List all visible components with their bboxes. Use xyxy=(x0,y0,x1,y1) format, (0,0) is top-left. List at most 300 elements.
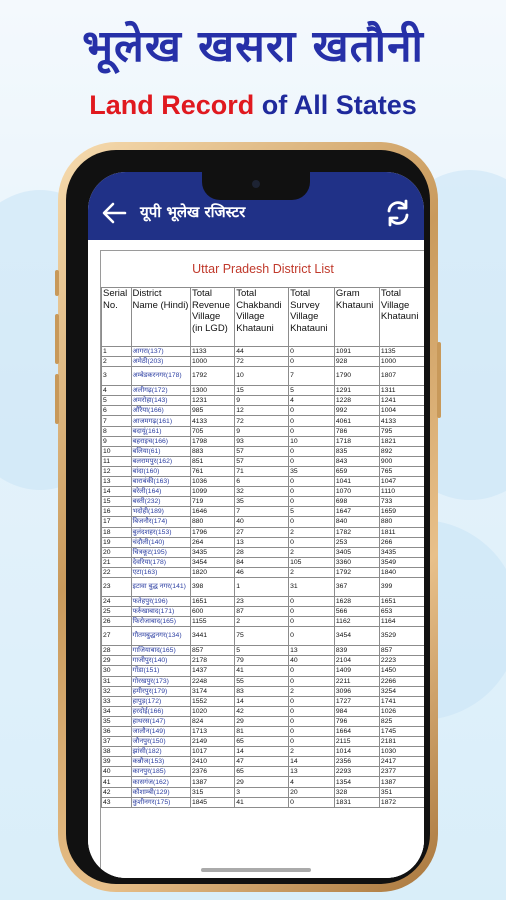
table-cell: 0 xyxy=(289,537,335,547)
table-cell: 65 xyxy=(235,767,289,777)
table-row[interactable] xyxy=(102,797,425,807)
district-name-cell[interactable]: देवरिया(178) xyxy=(131,557,190,567)
table-row[interactable] xyxy=(102,596,425,606)
table-cell: 23 xyxy=(102,577,132,596)
table-cell: 1311 xyxy=(379,386,424,396)
table-row[interactable] xyxy=(102,357,425,367)
table-cell: 1450 xyxy=(379,666,424,676)
table-cell: 840 xyxy=(334,517,379,527)
table-row[interactable] xyxy=(102,737,425,747)
table-cell: 0 xyxy=(289,696,335,706)
district-name-cell[interactable]: कुशीनगर(175) xyxy=(131,797,190,807)
table-cell: 41 xyxy=(102,777,132,787)
table-cell: 1110 xyxy=(379,487,424,497)
table-cell: 17 xyxy=(102,517,132,527)
table-cell: 843 xyxy=(334,456,379,466)
table-cell: 2 xyxy=(289,527,335,537)
table-cell: 2 xyxy=(289,747,335,757)
table-cell: 79 xyxy=(235,656,289,666)
table-cell: 1 xyxy=(235,577,289,596)
table-row[interactable] xyxy=(102,416,425,426)
table-cell: 600 xyxy=(190,607,234,617)
table-cell: 1796 xyxy=(190,527,234,537)
table-cell: 2248 xyxy=(190,676,234,686)
table-cell: 5 xyxy=(102,396,132,406)
table-cell: 42 xyxy=(102,787,132,797)
table-cell: 87 xyxy=(235,607,289,617)
table-cell: 34 xyxy=(102,706,132,716)
content-area[interactable] xyxy=(88,240,424,878)
district-name-cell[interactable]: बुलंदशहर(153) xyxy=(131,527,190,537)
table-cell: 719 xyxy=(190,497,234,507)
table-row[interactable] xyxy=(102,787,425,797)
table-cell: 20 xyxy=(102,547,132,557)
table-cell: 883 xyxy=(190,446,234,456)
table-cell: 0 xyxy=(289,477,335,487)
table-cell: 18 xyxy=(102,527,132,537)
table-cell: 984 xyxy=(334,706,379,716)
table-cell: 0 xyxy=(289,487,335,497)
table-cell: 1745 xyxy=(379,727,424,737)
table-row[interactable] xyxy=(102,527,425,537)
district-name-cell[interactable]: गौतमबुद्धनगर(134) xyxy=(131,627,190,646)
table-cell: 43 xyxy=(102,797,132,807)
table-cell: 7 xyxy=(102,416,132,426)
table-cell: 1291 xyxy=(334,386,379,396)
table-cell: 796 xyxy=(334,716,379,726)
table-cell: 57 xyxy=(235,446,289,456)
table-cell: 21 xyxy=(102,557,132,567)
table-cell: 824 xyxy=(190,716,234,726)
table-cell: 72 xyxy=(235,357,289,367)
promo-headline: भूलेख खसरा खतौनी xyxy=(82,21,424,72)
table-cell: 1387 xyxy=(379,777,424,787)
table-cell: 3435 xyxy=(379,547,424,557)
table-cell: 1651 xyxy=(190,596,234,606)
table-cell: 72 xyxy=(235,416,289,426)
phone-frame xyxy=(58,142,438,892)
table-row[interactable] xyxy=(102,747,425,757)
table-cell: 1228 xyxy=(334,396,379,406)
table-cell: 1 xyxy=(102,347,132,357)
col-header-survey: Total Survey Village Khatauni xyxy=(289,288,335,347)
table-row[interactable] xyxy=(102,396,425,406)
district-name-cell[interactable]: जौनपुर(150) xyxy=(131,737,190,747)
table-cell: 839 xyxy=(334,646,379,656)
table-row[interactable] xyxy=(102,777,425,787)
table-cell: 0 xyxy=(289,497,335,507)
table-row[interactable] xyxy=(102,466,425,476)
table-cell: 2266 xyxy=(379,676,424,686)
district-name-cell[interactable]: जालौन(149) xyxy=(131,727,190,737)
table-cell: 2 xyxy=(235,617,289,627)
table-cell: 27 xyxy=(102,627,132,646)
table-row[interactable] xyxy=(102,456,425,466)
district-name-cell[interactable]: फिरोजाबाद(165) xyxy=(131,617,190,627)
table-cell: 84 xyxy=(235,557,289,567)
table-cell: 851 xyxy=(190,456,234,466)
table-cell: 29 xyxy=(102,656,132,666)
table-cell: 0 xyxy=(289,797,335,807)
table-row[interactable] xyxy=(102,666,425,676)
table-header-row xyxy=(102,288,425,347)
table-cell: 3254 xyxy=(379,686,424,696)
district-name-cell[interactable]: फर्रुखाबाद(171) xyxy=(131,607,190,617)
table-cell: 1807 xyxy=(379,367,424,386)
table-cell: 367 xyxy=(334,577,379,596)
table-row[interactable] xyxy=(102,406,425,416)
table-cell: 765 xyxy=(379,466,424,476)
table-cell: 0 xyxy=(289,357,335,367)
table-row[interactable] xyxy=(102,386,425,396)
district-name-cell[interactable]: बस्ती(232) xyxy=(131,497,190,507)
table-cell: 2211 xyxy=(334,676,379,686)
table-cell: 7 xyxy=(235,507,289,517)
table-cell: 3 xyxy=(235,787,289,797)
table-row[interactable] xyxy=(102,446,425,456)
table-cell: 3549 xyxy=(379,557,424,567)
district-name-cell[interactable]: अम्बेडकरनगर(178) xyxy=(131,367,190,386)
district-name-cell[interactable]: चित्रकूट(195) xyxy=(131,547,190,557)
district-name-cell[interactable]: कानपुर(185) xyxy=(131,767,190,777)
table-cell: 2356 xyxy=(334,757,379,767)
table-cell: 1070 xyxy=(334,487,379,497)
table-row[interactable] xyxy=(102,757,425,767)
table-cell: 2417 xyxy=(379,757,424,767)
col-header-total: Total Village Khatauni xyxy=(379,288,424,347)
table-cell: 29 xyxy=(235,777,289,787)
table-cell: 55 xyxy=(235,676,289,686)
table-cell: 16 xyxy=(102,507,132,517)
district-name-cell[interactable]: इटावा बुद्ध नगर(141) xyxy=(131,577,190,596)
district-name-cell[interactable]: औरैया(166) xyxy=(131,406,190,416)
district-name-cell[interactable]: बलिया(61) xyxy=(131,446,190,456)
table-cell: 9 xyxy=(102,436,132,446)
table-row[interactable] xyxy=(102,727,425,737)
phone-bezel xyxy=(66,150,430,884)
table-row[interactable] xyxy=(102,487,425,497)
table-cell: 1811 xyxy=(379,527,424,537)
table-cell: 28 xyxy=(102,646,132,656)
table-cell: 1004 xyxy=(379,406,424,416)
side-button xyxy=(55,270,59,296)
table-row[interactable] xyxy=(102,676,425,686)
arrow-left-icon[interactable] xyxy=(100,200,128,226)
table-cell: 25 xyxy=(102,607,132,617)
table-cell: 786 xyxy=(334,426,379,436)
table-cell: 41 xyxy=(235,666,289,676)
table-cell: 4133 xyxy=(379,416,424,426)
table-cell: 35 xyxy=(102,716,132,726)
camera-icon xyxy=(252,180,260,188)
table-cell: 1845 xyxy=(190,797,234,807)
table-cell: 14 xyxy=(235,696,289,706)
table-cell: 2410 xyxy=(190,757,234,767)
table-cell: 2 xyxy=(102,357,132,367)
table-cell: 659 xyxy=(334,466,379,476)
table-row[interactable] xyxy=(102,517,425,527)
table-cell: 0 xyxy=(289,727,335,737)
table-cell: 2293 xyxy=(334,767,379,777)
table-row[interactable] xyxy=(102,686,425,696)
table-cell: 705 xyxy=(190,426,234,436)
table-cell: 351 xyxy=(379,787,424,797)
table-cell: 41 xyxy=(235,797,289,807)
refresh-icon[interactable] xyxy=(384,199,412,227)
table-cell: 3174 xyxy=(190,686,234,696)
table-cell: 10 xyxy=(289,436,335,446)
tagline-all-states: All States xyxy=(293,90,417,120)
table-row[interactable] xyxy=(102,656,425,666)
table-cell: 1651 xyxy=(379,596,424,606)
table-cell: 2 xyxy=(289,567,335,577)
table-row[interactable] xyxy=(102,646,425,656)
district-name-cell[interactable]: हरदोई(166) xyxy=(131,706,190,716)
table-cell: 2115 xyxy=(334,737,379,747)
district-table-container[interactable] xyxy=(100,250,424,878)
table-cell: 15 xyxy=(102,497,132,507)
table-cell: 3096 xyxy=(334,686,379,696)
table-cell: 27 xyxy=(235,527,289,537)
table-cell: 33 xyxy=(102,696,132,706)
table-cell: 328 xyxy=(334,787,379,797)
table-cell: 10 xyxy=(102,446,132,456)
district-name-cell[interactable]: चंदौली(140) xyxy=(131,537,190,547)
table-cell: 1727 xyxy=(334,696,379,706)
district-name-cell[interactable]: अमेठी(203) xyxy=(131,357,190,367)
table-row[interactable] xyxy=(102,627,425,646)
district-name-cell[interactable]: बांदा(160) xyxy=(131,466,190,476)
side-button xyxy=(55,314,59,364)
table-cell: 36 xyxy=(102,727,132,737)
table-cell: 3529 xyxy=(379,627,424,646)
table-cell: 0 xyxy=(289,666,335,676)
table-cell: 2376 xyxy=(190,767,234,777)
table-cell: 1162 xyxy=(334,617,379,627)
table-cell: 0 xyxy=(289,607,335,617)
table-body xyxy=(102,347,425,808)
table-cell: 0 xyxy=(289,426,335,436)
table-cell: 1792 xyxy=(334,567,379,577)
district-name-cell[interactable]: बलरामपुर(162) xyxy=(131,456,190,466)
table-cell: 1659 xyxy=(379,507,424,517)
table-cell: 733 xyxy=(379,497,424,507)
table-cell: 1241 xyxy=(379,396,424,406)
table-cell: 1017 xyxy=(190,747,234,757)
table-cell: 2178 xyxy=(190,656,234,666)
table-cell: 1020 xyxy=(190,706,234,716)
table-cell: 1741 xyxy=(379,696,424,706)
district-name-cell[interactable]: हाथरस(147) xyxy=(131,716,190,726)
table-cell: 900 xyxy=(379,456,424,466)
table-cell: 4061 xyxy=(334,416,379,426)
table-cell: 1387 xyxy=(190,777,234,787)
table-row[interactable] xyxy=(102,577,425,596)
table-cell: 985 xyxy=(190,406,234,416)
table-cell: 5 xyxy=(289,386,335,396)
district-name-cell[interactable]: आजमगढ़(161) xyxy=(131,416,190,426)
col-header-gram: Gram Khatauni xyxy=(334,288,379,347)
district-name-cell[interactable]: अमरोहा(143) xyxy=(131,396,190,406)
table-row[interactable] xyxy=(102,767,425,777)
table-cell: 1231 xyxy=(190,396,234,406)
table-row[interactable] xyxy=(102,617,425,627)
table-cell: 0 xyxy=(289,416,335,426)
table-cell: 1840 xyxy=(379,567,424,577)
table-cell: 38 xyxy=(102,747,132,757)
district-name-cell[interactable]: बहराइच(166) xyxy=(131,436,190,446)
tagline-of: of xyxy=(254,90,294,120)
district-name-cell[interactable]: कासगंज(162) xyxy=(131,777,190,787)
table-cell: 47 xyxy=(235,757,289,767)
table-cell: 653 xyxy=(379,607,424,617)
district-name-cell[interactable]: अलीगढ़(172) xyxy=(131,386,190,396)
table-row[interactable] xyxy=(102,557,425,567)
table-cell: 0 xyxy=(289,596,335,606)
table-cell: 3360 xyxy=(334,557,379,567)
district-name-cell[interactable]: कौशाम्बी(129) xyxy=(131,787,190,797)
table-cell: 3 xyxy=(102,367,132,386)
district-table xyxy=(101,287,424,808)
district-name-cell[interactable]: बाराबंकी(163) xyxy=(131,477,190,487)
table-cell: 39 xyxy=(102,757,132,767)
district-name-cell[interactable]: बिजनौर(174) xyxy=(131,517,190,527)
table-cell: 9 xyxy=(235,396,289,406)
table-cell: 928 xyxy=(334,357,379,367)
table-cell: 32 xyxy=(102,686,132,696)
table-cell: 6 xyxy=(235,477,289,487)
table-cell: 3441 xyxy=(190,627,234,646)
table-cell: 6 xyxy=(102,406,132,416)
table-cell: 20 xyxy=(289,787,335,797)
table-row[interactable] xyxy=(102,696,425,706)
table-row[interactable] xyxy=(102,607,425,617)
table-cell: 0 xyxy=(289,517,335,527)
table-cell: 12 xyxy=(102,466,132,476)
table-cell: 22 xyxy=(102,567,132,577)
district-name-cell[interactable]: बदायूं(161) xyxy=(131,426,190,436)
table-cell: 5 xyxy=(289,507,335,517)
table-cell: 266 xyxy=(379,537,424,547)
table-cell: 26 xyxy=(102,617,132,627)
table-row[interactable] xyxy=(102,497,425,507)
table-cell: 880 xyxy=(379,517,424,527)
table-cell: 0 xyxy=(289,737,335,747)
table-cell: 1552 xyxy=(190,696,234,706)
table-cell: 0 xyxy=(289,347,335,357)
table-cell: 31 xyxy=(102,676,132,686)
table-cell: 8 xyxy=(102,426,132,436)
table-cell: 3405 xyxy=(334,547,379,557)
district-name-cell[interactable]: फतेहपुर(196) xyxy=(131,596,190,606)
table-cell: 5 xyxy=(235,646,289,656)
table-cell: 0 xyxy=(289,617,335,627)
table-cell: 3454 xyxy=(190,557,234,567)
table-cell: 1646 xyxy=(190,507,234,517)
table-row[interactable] xyxy=(102,507,425,517)
table-row[interactable] xyxy=(102,347,425,357)
district-name-cell[interactable]: गोंडा(151) xyxy=(131,666,190,676)
table-cell: 566 xyxy=(334,607,379,617)
table-cell: 40 xyxy=(289,656,335,666)
table-cell: 1000 xyxy=(190,357,234,367)
table-cell: 3435 xyxy=(190,547,234,557)
table-cell: 1014 xyxy=(334,747,379,757)
table-cell: 2149 xyxy=(190,737,234,747)
table-cell: 1782 xyxy=(334,527,379,537)
table-cell: 892 xyxy=(379,446,424,456)
table-cell: 65 xyxy=(235,737,289,747)
table-row[interactable] xyxy=(102,537,425,547)
district-name-cell[interactable]: आगरा(137) xyxy=(131,347,190,357)
district-name-cell[interactable]: गोरखपुर(173) xyxy=(131,676,190,686)
table-cell: 4133 xyxy=(190,416,234,426)
table-row[interactable] xyxy=(102,477,425,487)
table-row[interactable] xyxy=(102,426,425,436)
table-title: Uttar Pradesh District List xyxy=(192,262,334,276)
district-name-cell[interactable]: बरेली(164) xyxy=(131,487,190,497)
table-row[interactable] xyxy=(102,367,425,386)
table-cell: 399 xyxy=(379,577,424,596)
district-name-cell[interactable]: हमीरपुर(179) xyxy=(131,686,190,696)
table-cell: 11 xyxy=(102,456,132,466)
table-cell: 0 xyxy=(289,676,335,686)
table-cell: 75 xyxy=(235,627,289,646)
table-cell: 1713 xyxy=(190,727,234,737)
table-cell: 14 xyxy=(102,487,132,497)
table-cell: 1831 xyxy=(334,797,379,807)
table-cell: 57 xyxy=(235,456,289,466)
table-cell: 1300 xyxy=(190,386,234,396)
district-name-cell[interactable]: हापुड़(172) xyxy=(131,696,190,706)
table-cell: 105 xyxy=(289,557,335,567)
table-cell: 42 xyxy=(235,706,289,716)
table-cell: 71 xyxy=(235,466,289,476)
table-cell: 992 xyxy=(334,406,379,416)
col-header-district: District Name (Hindi) xyxy=(131,288,190,347)
tagline-land-record: Land Record xyxy=(89,90,255,120)
table-cell: 83 xyxy=(235,686,289,696)
district-name-cell[interactable]: झांसी(182) xyxy=(131,747,190,757)
district-name-cell[interactable]: एटा(163) xyxy=(131,567,190,577)
table-cell: 0 xyxy=(289,716,335,726)
district-name-cell[interactable]: गाजीपुर(140) xyxy=(131,656,190,666)
district-name-cell[interactable]: भदोही(189) xyxy=(131,507,190,517)
table-cell: 81 xyxy=(235,727,289,737)
table-row[interactable] xyxy=(102,706,425,716)
table-row[interactable] xyxy=(102,436,425,446)
table-cell: 12 xyxy=(235,406,289,416)
table-cell: 264 xyxy=(190,537,234,547)
table-row[interactable] xyxy=(102,567,425,577)
table-cell: 30 xyxy=(102,666,132,676)
table-cell: 0 xyxy=(289,706,335,716)
table-cell: 0 xyxy=(289,627,335,646)
table-row[interactable] xyxy=(102,716,425,726)
col-header-revenue: Total Revenue Village (in LGD) xyxy=(190,288,234,347)
table-cell: 1872 xyxy=(379,797,424,807)
table-cell: 4 xyxy=(289,396,335,406)
district-name-cell[interactable]: कन्नौज(153) xyxy=(131,757,190,767)
district-name-cell[interactable]: गाजियाबाद(165) xyxy=(131,646,190,656)
table-cell: 13 xyxy=(289,646,335,656)
table-row[interactable] xyxy=(102,547,425,557)
notch xyxy=(202,172,310,200)
table-cell: 37 xyxy=(102,737,132,747)
table-cell: 2 xyxy=(289,547,335,557)
table-cell: 40 xyxy=(102,767,132,777)
table-cell: 857 xyxy=(190,646,234,656)
